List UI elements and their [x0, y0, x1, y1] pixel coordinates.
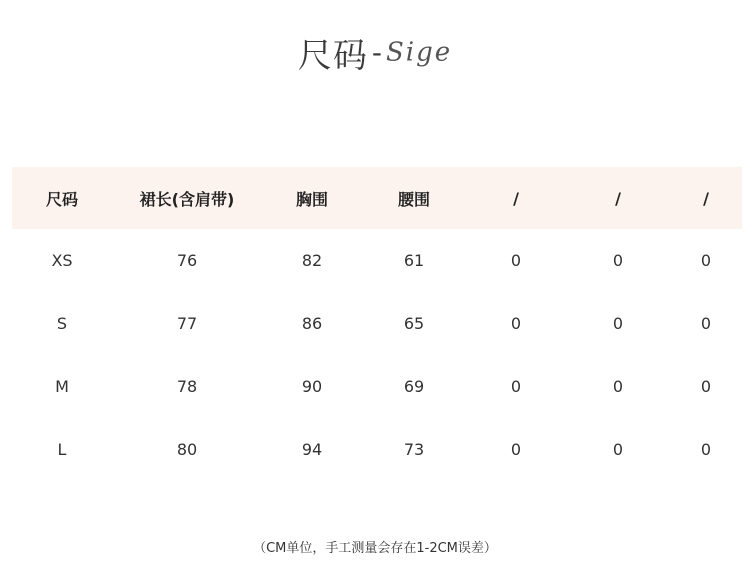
cell-length: 78 [176, 377, 198, 396]
title-separator: - [371, 36, 382, 69]
header-size: 尺码 [45, 189, 78, 209]
cell-empty-3: 0 [700, 440, 712, 459]
cell-waist: 65 [403, 314, 425, 333]
cell-empty-3: 0 [700, 251, 712, 270]
cell-bust: 94 [301, 440, 323, 459]
cell-length: 80 [176, 440, 198, 459]
cell-empty-1: 0 [510, 314, 522, 333]
table-row [12, 418, 742, 481]
cell-size: L [57, 440, 67, 459]
cell-bust: 86 [301, 314, 323, 333]
cell-empty-2: 0 [612, 377, 624, 396]
cell-waist: 73 [403, 440, 425, 459]
header-bust: 胸围 [295, 189, 328, 209]
cell-empty-1: 0 [510, 251, 522, 270]
header-empty-1: / [513, 188, 519, 208]
measurement-note: （CM单位，手工测量会存在1-2CM误差） [253, 541, 497, 556]
cell-empty-3: 0 [700, 377, 712, 396]
cell-empty-3: 0 [700, 314, 712, 333]
cell-size: S [56, 314, 68, 333]
cell-waist: 69 [403, 377, 425, 396]
header-length: 裙长(含肩带) [139, 189, 235, 209]
cell-size: XS [51, 251, 73, 270]
cell-empty-2: 0 [612, 251, 624, 270]
cell-size: M [55, 377, 69, 396]
cell-empty-2: 0 [612, 314, 624, 333]
cell-bust: 82 [301, 251, 323, 270]
cell-length: 77 [176, 314, 198, 333]
header-empty-2: / [615, 188, 621, 208]
table-row [12, 355, 742, 418]
cell-empty-2: 0 [612, 440, 624, 459]
header-empty-3: / [703, 188, 709, 208]
cell-waist: 61 [403, 251, 425, 270]
cell-empty-1: 0 [510, 440, 522, 459]
page-title [0, 28, 750, 77]
table-row [12, 229, 742, 292]
header-row [12, 167, 742, 229]
size-table [12, 167, 742, 481]
title-chinese: 尺码 [297, 36, 368, 76]
table-row [12, 292, 742, 355]
title-script: Sige [385, 37, 453, 68]
cell-bust: 90 [301, 377, 323, 396]
header-waist: 腰围 [397, 189, 430, 209]
cell-length: 76 [176, 251, 198, 270]
cell-empty-1: 0 [510, 377, 522, 396]
